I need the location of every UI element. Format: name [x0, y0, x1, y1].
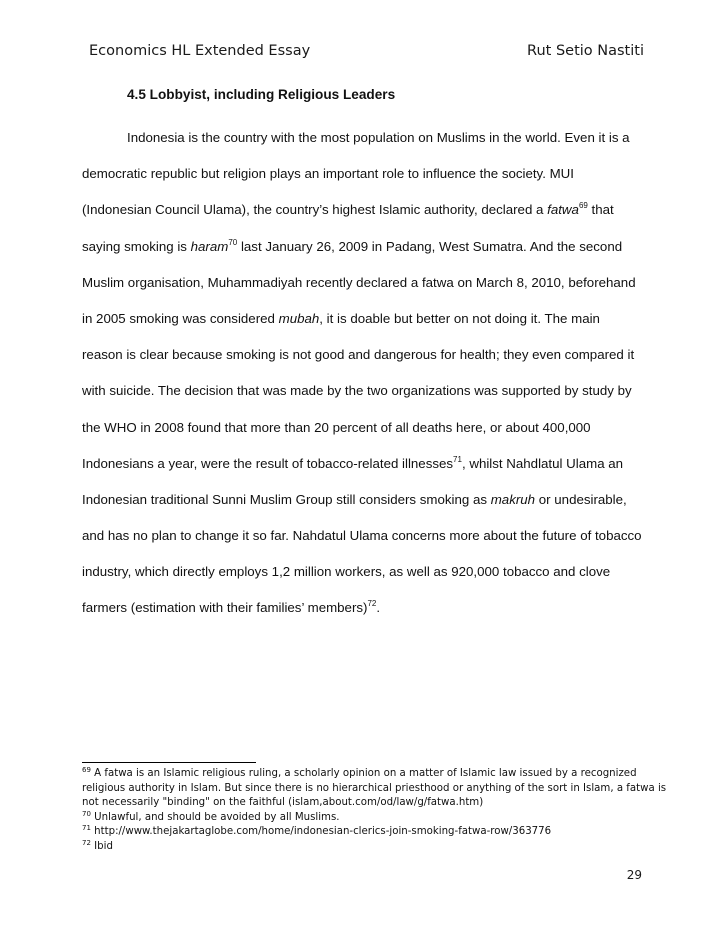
paragraph-line: democratic republic but religion plays an important role to influence the society. MUI: [82, 166, 574, 182]
paragraph-line: and has no plan to change it so far. Nahdatul Ulama concerns more about the future of tobacco: [82, 528, 642, 544]
paragraph-line: Indonesia is the country with the most population on Muslims in the world. Even it is a: [127, 130, 630, 145]
italic-term-mubah: mubah: [278, 310, 320, 326]
footnote-number: 70: [82, 809, 91, 818]
footnote-number: 71: [82, 824, 91, 833]
text-run: last January 26, 2009 in Padang, West Sumatra. And the second: [237, 238, 623, 254]
paragraph-line: [82, 590, 650, 626]
footnote-ref-72[interactable]: 72: [367, 599, 377, 609]
body-paragraph: [82, 120, 650, 627]
text-run: .: [376, 600, 381, 616]
text-run: Indonesian traditional Sunni Muslim Group still considers smoking as: [82, 491, 491, 507]
italic-term-makruh: makruh: [490, 491, 536, 507]
footnote-70: [82, 811, 652, 826]
footnote-ref-71[interactable]: 71: [453, 454, 462, 464]
paragraph-line: [82, 192, 650, 228]
text-run: , whilst Nahdlatul Ulama an: [461, 455, 624, 471]
text-run: (Indonesian Council Ulama), the country’s highest Islamic authority, declared a: [82, 202, 548, 218]
paragraph-line: the WHO in 2008 found that more than 20 percent of all deaths here, or about 400,000: [82, 419, 591, 435]
text-run: in 2005 smoking was considered: [82, 310, 279, 326]
paragraph-line: [82, 301, 650, 337]
page-header: [89, 43, 644, 65]
text-run: that: [587, 202, 614, 218]
page-number: 29: [626, 868, 642, 882]
footnote-69: [82, 767, 652, 782]
paragraph-line: [82, 229, 650, 265]
header-essay-title: Economics HL Extended Essay: [89, 43, 311, 59]
paragraph-line: [82, 446, 650, 482]
footnote-number: 72: [82, 838, 91, 847]
footnote-71: [82, 825, 652, 840]
footnote-69-cont: not necessarily "binding" on the faithful (islam,about.com/od/law/g/fatwa.htm): [82, 797, 484, 809]
footnote-number: 69: [82, 766, 91, 774]
italic-term-fatwa: fatwa: [547, 202, 579, 218]
footnote-72: [82, 840, 652, 855]
header-author-name: Rut Setio Nastiti: [527, 43, 644, 59]
text-run: farmers (estimation with their families’ members): [82, 600, 368, 616]
footnote-text: Ibid: [90, 840, 113, 852]
text-run: saying smoking is: [82, 238, 191, 254]
footnotes: [82, 766, 667, 855]
footnote-ref-70[interactable]: 70: [228, 237, 238, 247]
footnote-69-cont: religious authority in Islam. But since there is no hierarchical priesthood or anything of the sort in Islam, a fatwa is: [82, 782, 667, 794]
paragraph-line: Muslim organisation, Muhammadiyah recently declared a fatwa on March 8, 2010, beforehand: [82, 274, 636, 290]
text-run: or undesirable,: [535, 491, 627, 507]
italic-term-haram: haram: [190, 238, 229, 254]
paragraph-line: with suicide. The decision that was made by the two organizations was supported by study by: [82, 383, 632, 399]
footnote-ref-69[interactable]: 69: [578, 201, 588, 211]
footnote-text: Unlawful, and should be avoided by all Muslims.: [90, 811, 340, 823]
text-run: , it is doable but better on not doing it. The main: [319, 310, 600, 326]
paragraph-line: [82, 482, 650, 518]
text-run: Indonesians a year, were the result of tobacco-related illnesses: [82, 455, 454, 471]
section-heading: 4.5 Lobbyist, including Religious Leaders: [127, 87, 396, 102]
footnote-url-link[interactable]: http://www.thejakartaglobe.com/home/indonesian-clerics-join-smoking-fatwa-row/363776: [90, 826, 552, 838]
footnote-text: A fatwa is an Islamic religious ruling, a scholarly opinion on a matter of Islamic law issued by a recognized: [90, 768, 637, 779]
paragraph-line: industry, which directly employs 1,2 million workers, as well as 920,000 tobacco and clove: [82, 564, 611, 580]
paragraph-line: reason is clear because smoking is not good and dangerous for health; they even compared it: [82, 347, 635, 363]
footnote-separator: [82, 762, 256, 763]
